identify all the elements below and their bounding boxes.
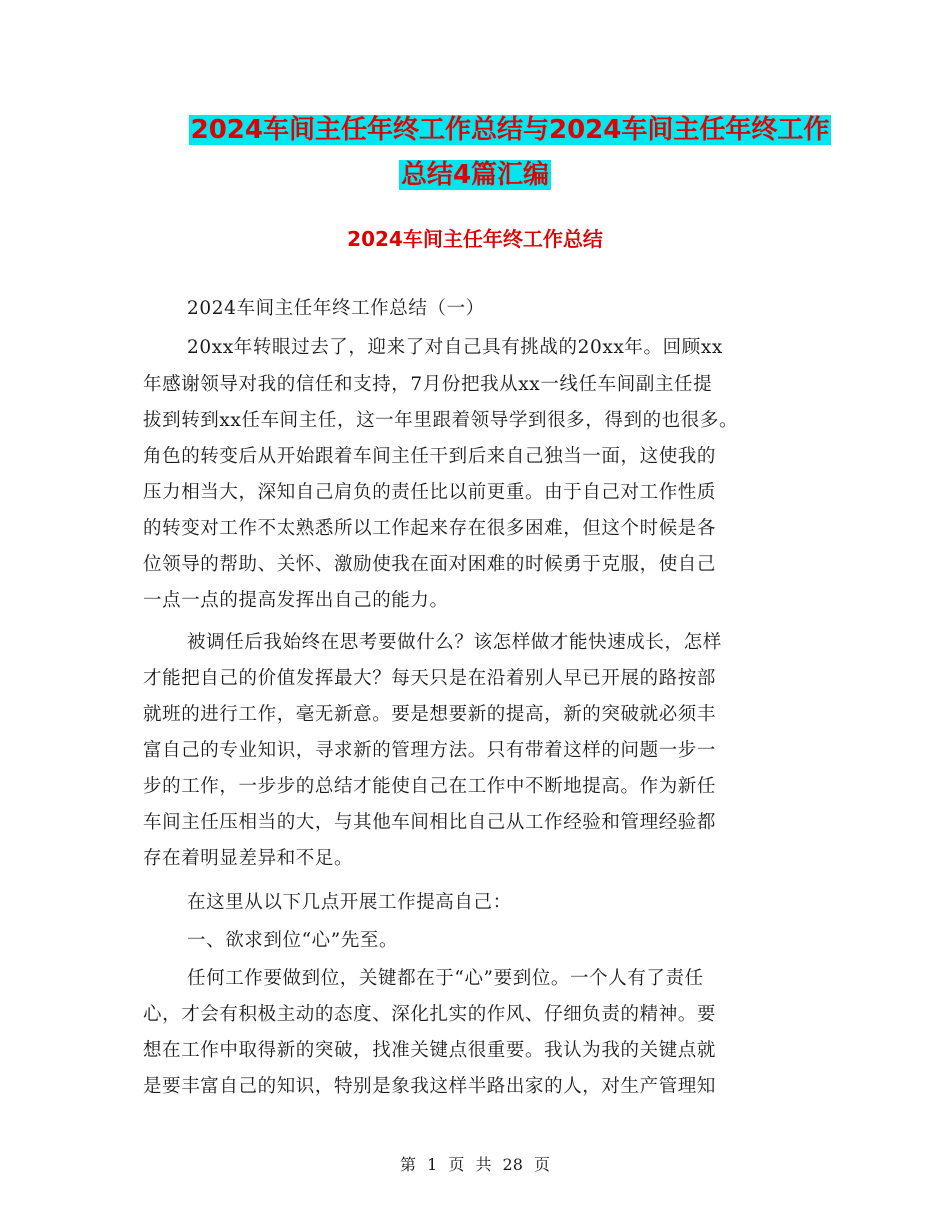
paragraph-line: 在这里从以下几点开展工作提高自己：: [187, 892, 512, 913]
main-title-line-1: 2024车间主任年终工作总结与2024车间主任年终工作: [190, 115, 830, 145]
paragraph-line: 的转变对工作不太熟悉所以工作起来存在很多困难，但这个时候是各: [143, 518, 717, 539]
paragraph-line: 20xx年转眼过去了，迎来了对自己具有挑战的20xx年。回顾xx: [187, 337, 723, 358]
paragraph-line: 一、欲求到位“心”先至。: [187, 930, 399, 951]
paragraph-line: 就班的进行工作，毫无新意。要是想要新的提高，新的突破就必须丰: [143, 704, 717, 725]
paragraph-line: 被调任后我始终在思考要做什么？该怎样做才能快速成长，怎样: [187, 632, 722, 653]
paragraph-line: 位领导的帮助、关怀、激励使我在面对困难的时候勇于克服，使自己: [143, 554, 717, 575]
page-footer: 第 1 页 共 28 页: [400, 1155, 550, 1174]
section-title: 2024车间主任年终工作总结: [347, 227, 603, 251]
paragraph-line: 存在着明显差异和不足。: [143, 848, 354, 869]
paragraph-line: 步的工作，一步步的总结才能使自己在工作中不断地提高。作为新任: [143, 776, 717, 797]
paragraph-line: 富自己的专业知识，寻求新的管理方法。只有带着这样的问题一步一: [143, 740, 717, 761]
main-title-line-2: 总结4篇汇编: [400, 160, 550, 190]
paragraph-line: 心，才会有积极主动的态度、深化扎实的作风、仔细负责的精神。要: [143, 1004, 717, 1025]
paragraph-line: 车间主任压相当的大，与其他车间相比自己从工作经验和管理经验都: [143, 812, 717, 833]
paragraph-line: 年感谢领导对我的信任和支持，7月份把我从xx一线任车间副主任提: [143, 374, 713, 395]
paragraph-line: 压力相当大，深知自己肩负的责任比以前更重。由于自己对工作性质: [143, 482, 717, 503]
paragraph-line: 一点一点的提高发挥出自己的能力。: [143, 590, 449, 611]
paragraph-line: 角色的转变后从开始跟着车间主任干到后来自己独当一面，这使我的: [143, 446, 717, 467]
paragraph-line: 想在工作中取得新的突破，找准关键点很重要。我认为我的关键点就: [143, 1040, 717, 1061]
paragraph-line: 才能把自己的价值发挥最大？每天只是在沿着别人早已开展的路按部: [143, 668, 717, 689]
paragraph-line: 任何工作要做到位，关键都在于“心”要到位。一个人有了责任: [187, 968, 704, 989]
paragraph-line: 是要丰富自己的知识，特别是象我这样半路出家的人，对生产管理知: [143, 1076, 717, 1097]
paragraph-line: 拔到转到xx任车间主任，这一年里跟着领导学到很多，得到的也很多。: [143, 410, 739, 431]
paragraph-line: 2024车间主任年终工作总结（一）: [187, 298, 485, 319]
